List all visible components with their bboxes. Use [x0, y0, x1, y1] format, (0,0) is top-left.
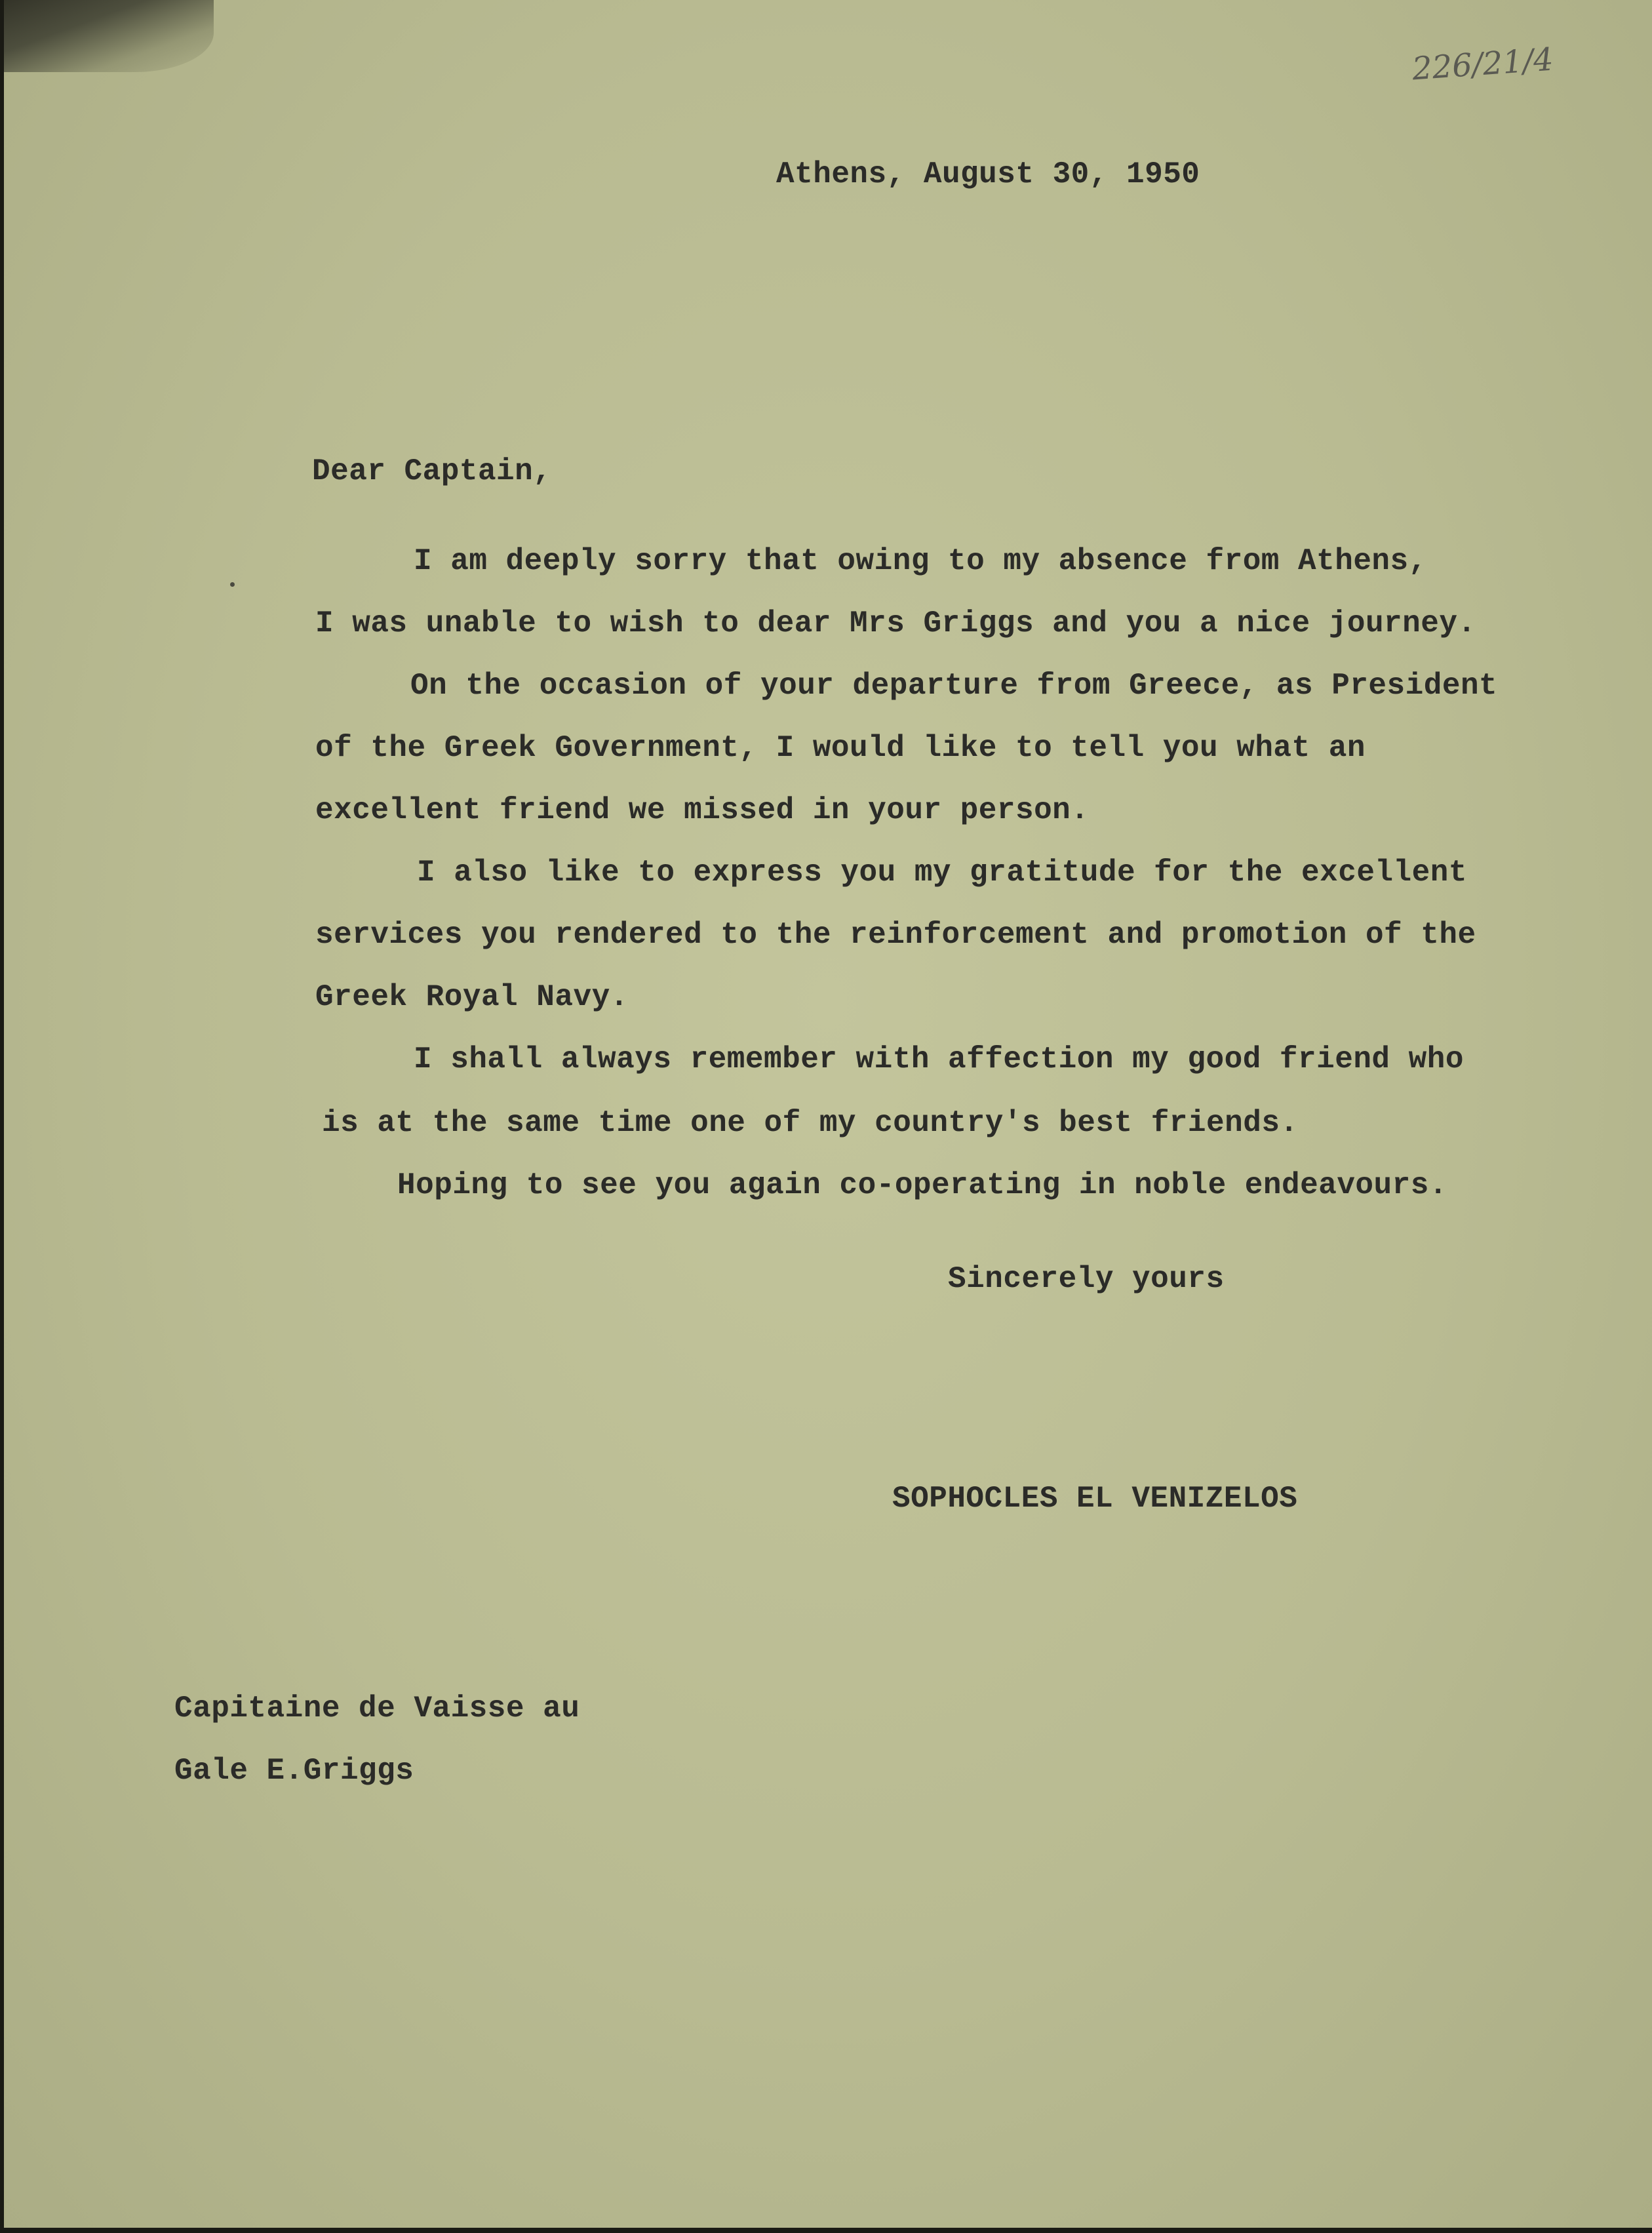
body-line-8: Greek Royal Navy.: [315, 980, 629, 1014]
body-line-5: excellent friend we missed in your person.: [315, 793, 1090, 827]
closing: Sincerely yours: [948, 1262, 1225, 1296]
body-line-3: On the occasion of your departure from Greece, as President: [410, 669, 1498, 703]
body-line-4: of the Greek Government, I would like to tell you what an: [315, 731, 1366, 765]
recipient-line-1: Capitaine de Vaisse au: [174, 1691, 580, 1726]
body-line-10: is at the same time one of my country's best friends.: [322, 1106, 1299, 1140]
paper-speck: [230, 582, 235, 587]
place-date: Athens, August 30, 1950: [776, 157, 1200, 191]
body-line-6: I also like to express you my gratitude for the excellent: [417, 856, 1467, 890]
body-line-7: services you rendered to the reinforcement and promotion of the: [315, 918, 1476, 952]
salutation: Dear Captain,: [312, 454, 552, 488]
recipient-line-2: Gale E.Griggs: [174, 1754, 414, 1788]
body-line-11: Hoping to see you again co-operating in noble endeavours.: [397, 1168, 1447, 1202]
folded-corner: [4, 0, 214, 72]
body-line-1: I am deeply sorry that owing to my absence from Athens,: [414, 544, 1427, 578]
body-line-2: I was unable to wish to dear Mrs Griggs and you a nice journey.: [315, 606, 1476, 641]
body-line-9: I shall always remember with affection my good friend who: [414, 1042, 1464, 1077]
archive-reference: 226/21/4: [1411, 41, 1555, 88]
signature-name: SOPHOCLES EL VENIZELOS: [892, 1482, 1298, 1516]
